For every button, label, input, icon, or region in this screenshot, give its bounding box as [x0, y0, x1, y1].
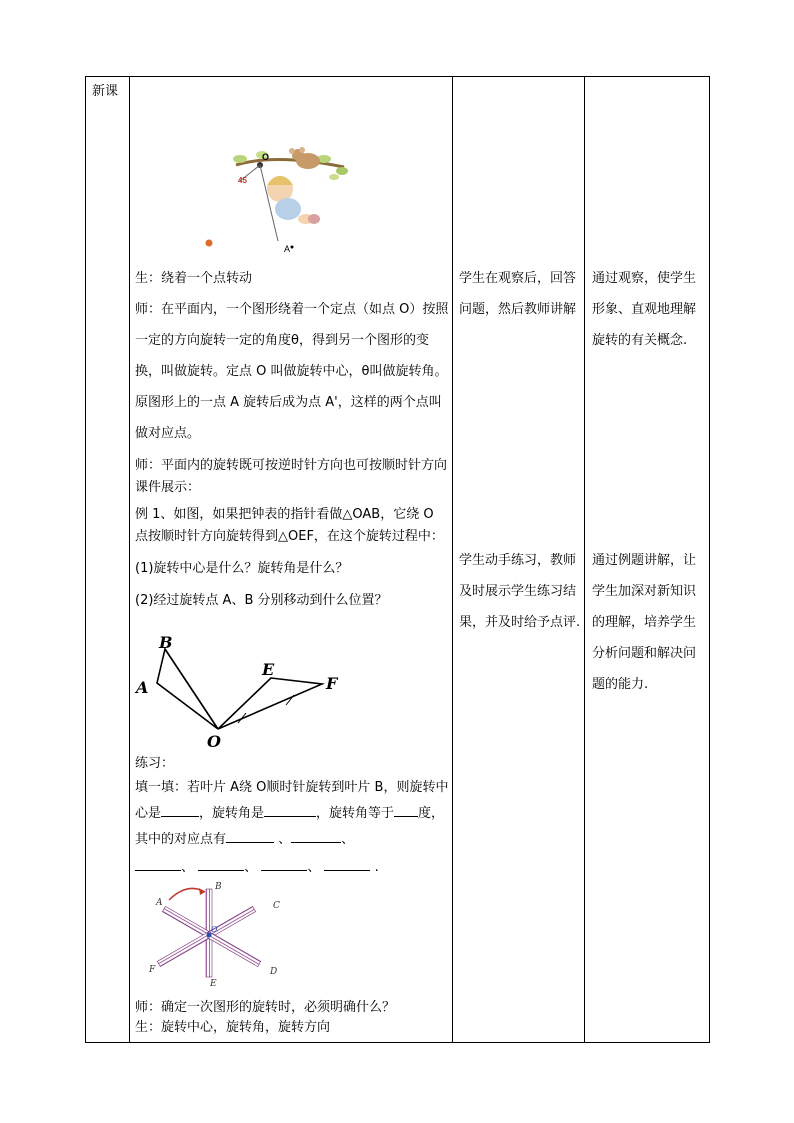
separator: 、: [244, 860, 258, 875]
rope-line: [260, 165, 278, 241]
label-f: F: [149, 965, 156, 975]
tree-branch: [233, 151, 348, 180]
question-2: (2)经过旋转点 A、B 分别移动到什么位置？: [135, 593, 388, 608]
practice-block: [135, 753, 449, 883]
label-o: O: [207, 732, 221, 751]
teacher-note: 师：平面内的旋转既可按逆时针方向也可按顺时针方向: [135, 458, 448, 473]
column-divider: [584, 77, 585, 1042]
column-divider: [129, 77, 130, 1042]
design-intent-1: 通过观察，使学生形象、直观地理解旋转的有关概念.: [592, 271, 697, 348]
blank-field[interactable]: [394, 802, 418, 817]
label-b: B: [159, 633, 173, 652]
fill-text: 填一填：若叶片 A绕 O顺时针旋转到叶片 B，则旋转中心是: [135, 780, 449, 821]
separator: 、: [181, 860, 195, 875]
point-marker: [204, 238, 214, 248]
mouse-figure: [289, 147, 320, 169]
question-1: (1)旋转中心是什么？旋转角是什么？: [135, 561, 349, 576]
student-activity-1: 学生在观察后，回答问题，然后教师讲解: [459, 271, 577, 317]
label-f: F: [326, 674, 338, 693]
swing-illustration: [226, 145, 356, 255]
label-d: D: [270, 967, 278, 977]
example-block: [135, 504, 449, 612]
label-b: B: [215, 882, 222, 892]
angle-label: 45: [238, 176, 247, 185]
closing-block: [135, 998, 449, 1038]
lesson-table: [85, 76, 710, 1043]
student-answer-2: 生：旋转中心，旋转角，旋转方向: [135, 1020, 331, 1035]
blank-field[interactable]: [261, 856, 307, 871]
design-intent-2: 通过例题讲解，让学生加深对新知识的理解，培养学生分析问题和解决问题的能力.: [592, 553, 697, 692]
courseware-heading: 课件展示：: [135, 480, 201, 495]
main-content-block1: [135, 263, 449, 499]
blank-field[interactable]: [161, 802, 199, 817]
label-a: A: [284, 244, 291, 254]
student-answer-1: 生：绕着一个点转动: [135, 271, 253, 286]
end-period: .: [374, 860, 379, 875]
fill-text: ，旋转角是: [199, 806, 265, 821]
blank-field[interactable]: [135, 856, 181, 871]
fill-text: 度，其中的对应点有: [135, 806, 445, 847]
fill-text: ，旋转角等于: [316, 806, 395, 821]
label-c: C: [273, 901, 280, 911]
blank-field[interactable]: [291, 828, 341, 843]
separator: 、: [278, 832, 292, 847]
blank-field[interactable]: [324, 856, 370, 871]
section-label: 新课: [92, 84, 119, 99]
column-divider: [452, 77, 453, 1042]
blank-field[interactable]: [198, 856, 244, 871]
blank-field[interactable]: [264, 802, 316, 817]
teacher-definition: 师：在平面内，一个图形绕着一个定点（如点 O）按照一定的方向旋转一定的角度θ，得到另一个图形的变换，叫做旋转。定点 O 叫做旋转中心，θ叫做旋转角。原图形上的一点 A 旋转后成为点 A'，这样的两个点叫做对应点。: [135, 302, 449, 441]
separator: 、: [341, 832, 355, 847]
label-e: E: [262, 660, 275, 679]
label-a: A: [136, 678, 149, 697]
practice-heading: 练习：: [135, 756, 175, 771]
example-1-text: 例 1、如图，如果把钟表的指针看做△OAB，它绕 O 点按顺时针方向旋转得到△OEF，在这个旋转过程中：: [135, 507, 444, 544]
blade-rotation-figure: [141, 880, 291, 988]
label-a: A: [156, 898, 163, 908]
separator: 、: [307, 860, 321, 875]
label-o: O: [262, 152, 270, 162]
label-o: O: [211, 925, 218, 934]
fill-in-blank: [135, 775, 449, 853]
label-e: E: [210, 979, 217, 988]
blank-row: [135, 853, 449, 883]
triangle-rotation-figure: [134, 631, 349, 751]
teacher-question: 师：确定一次图形的旋转时，必须明确什么？: [135, 1000, 396, 1015]
child-figure: [267, 176, 320, 224]
blank-field[interactable]: [226, 828, 274, 843]
blades: [157, 889, 260, 977]
student-activity-2: 学生动手练习，教师及时展示学生练习结果，并及时给予点评.: [459, 553, 581, 630]
